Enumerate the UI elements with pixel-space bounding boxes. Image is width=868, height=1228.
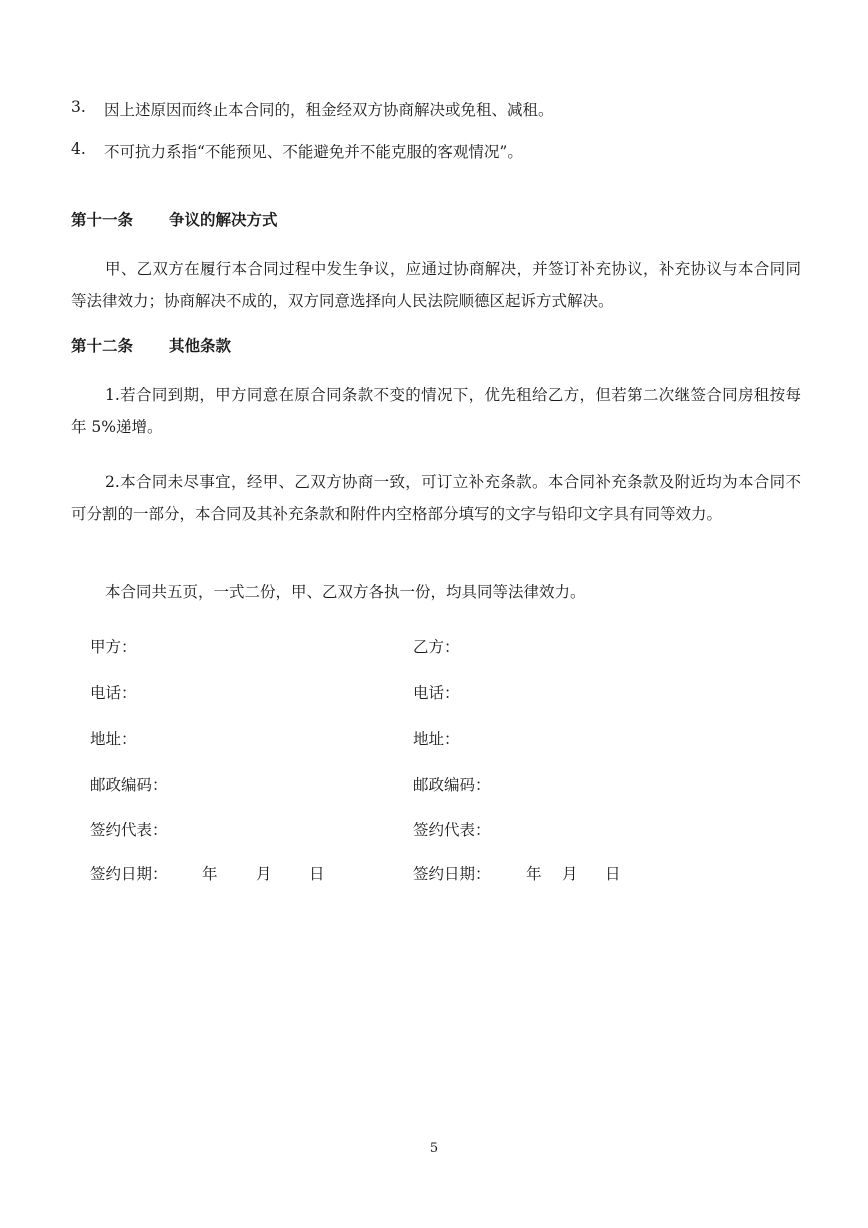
- article-number: 第十二条: [71, 336, 134, 355]
- party-b-label: 乙方：: [413, 638, 460, 656]
- list-item-text: 不可抗力系指“不能预见、不能避免并不能克服的客观情况”。: [104, 143, 523, 161]
- party-b-date-label: 签约日期：: [413, 865, 491, 883]
- party-a-label: 甲方：: [90, 638, 137, 656]
- party-a-postcode-label: 邮政编码：: [90, 776, 168, 794]
- party-a-address-label: 地址：: [90, 730, 137, 748]
- party-a-date-day: 日: [309, 865, 325, 883]
- article-12-clause-2: 2.本合同未尽事宜，经甲、乙双方协商一致，可订立补充条款。本合同补充条款及附近均为本合同不可分割的一部分，本合同及其补充条款和附件内空格部分填写的文字与铅印文字具有同等效力。: [71, 473, 801, 523]
- article-12-heading: [71, 334, 231, 356]
- party-b-representative-label: 签约代表：: [413, 821, 491, 839]
- party-b-phone-label: 电话：: [413, 684, 460, 702]
- list-item-text: 因上述原因而终止本合同的，租金经双方协商解决或免租、减租。: [104, 101, 554, 119]
- party-a-date-year: 年: [202, 865, 218, 883]
- party-b-date-day: 日: [605, 865, 621, 883]
- page-number: 5: [429, 1141, 439, 1156]
- party-b-address-label: 地址：: [413, 730, 460, 748]
- party-b-date-year: 年: [526, 865, 542, 883]
- article-number: 第十一条: [71, 210, 134, 229]
- list-item-number: 4.: [71, 140, 86, 158]
- article-11-body: 甲、乙双方在履行本合同过程中发生争议，应通过协商解决，并签订补充协议，补充协议与本合同同等法律效力；协商解决不成的，双方同意选择向人民法院顺德区起诉方式解决。: [71, 260, 801, 310]
- party-b-date-month: 月: [562, 865, 578, 883]
- party-b-postcode-label: 邮政编码：: [413, 776, 491, 794]
- party-a-date-month: 月: [256, 865, 272, 883]
- article-11-heading: [71, 208, 278, 230]
- closing-statement: 本合同共五页，一式二份，甲、乙双方各执一份，均具同等法律效力。: [105, 583, 586, 601]
- article-title: 其他条款: [169, 336, 232, 355]
- party-a-date-label: 签约日期：: [90, 865, 168, 883]
- party-a-phone-label: 电话：: [90, 684, 137, 702]
- article-12-clause-1: 1.若合同到期，甲方同意在原合同条款不变的情况下，优先租给乙方，但若第二次继签合同房租按每年 5%递增。: [71, 386, 801, 436]
- list-item-number: 3.: [71, 98, 86, 116]
- article-title: 争议的解决方式: [169, 210, 278, 229]
- party-a-representative-label: 签约代表：: [90, 821, 168, 839]
